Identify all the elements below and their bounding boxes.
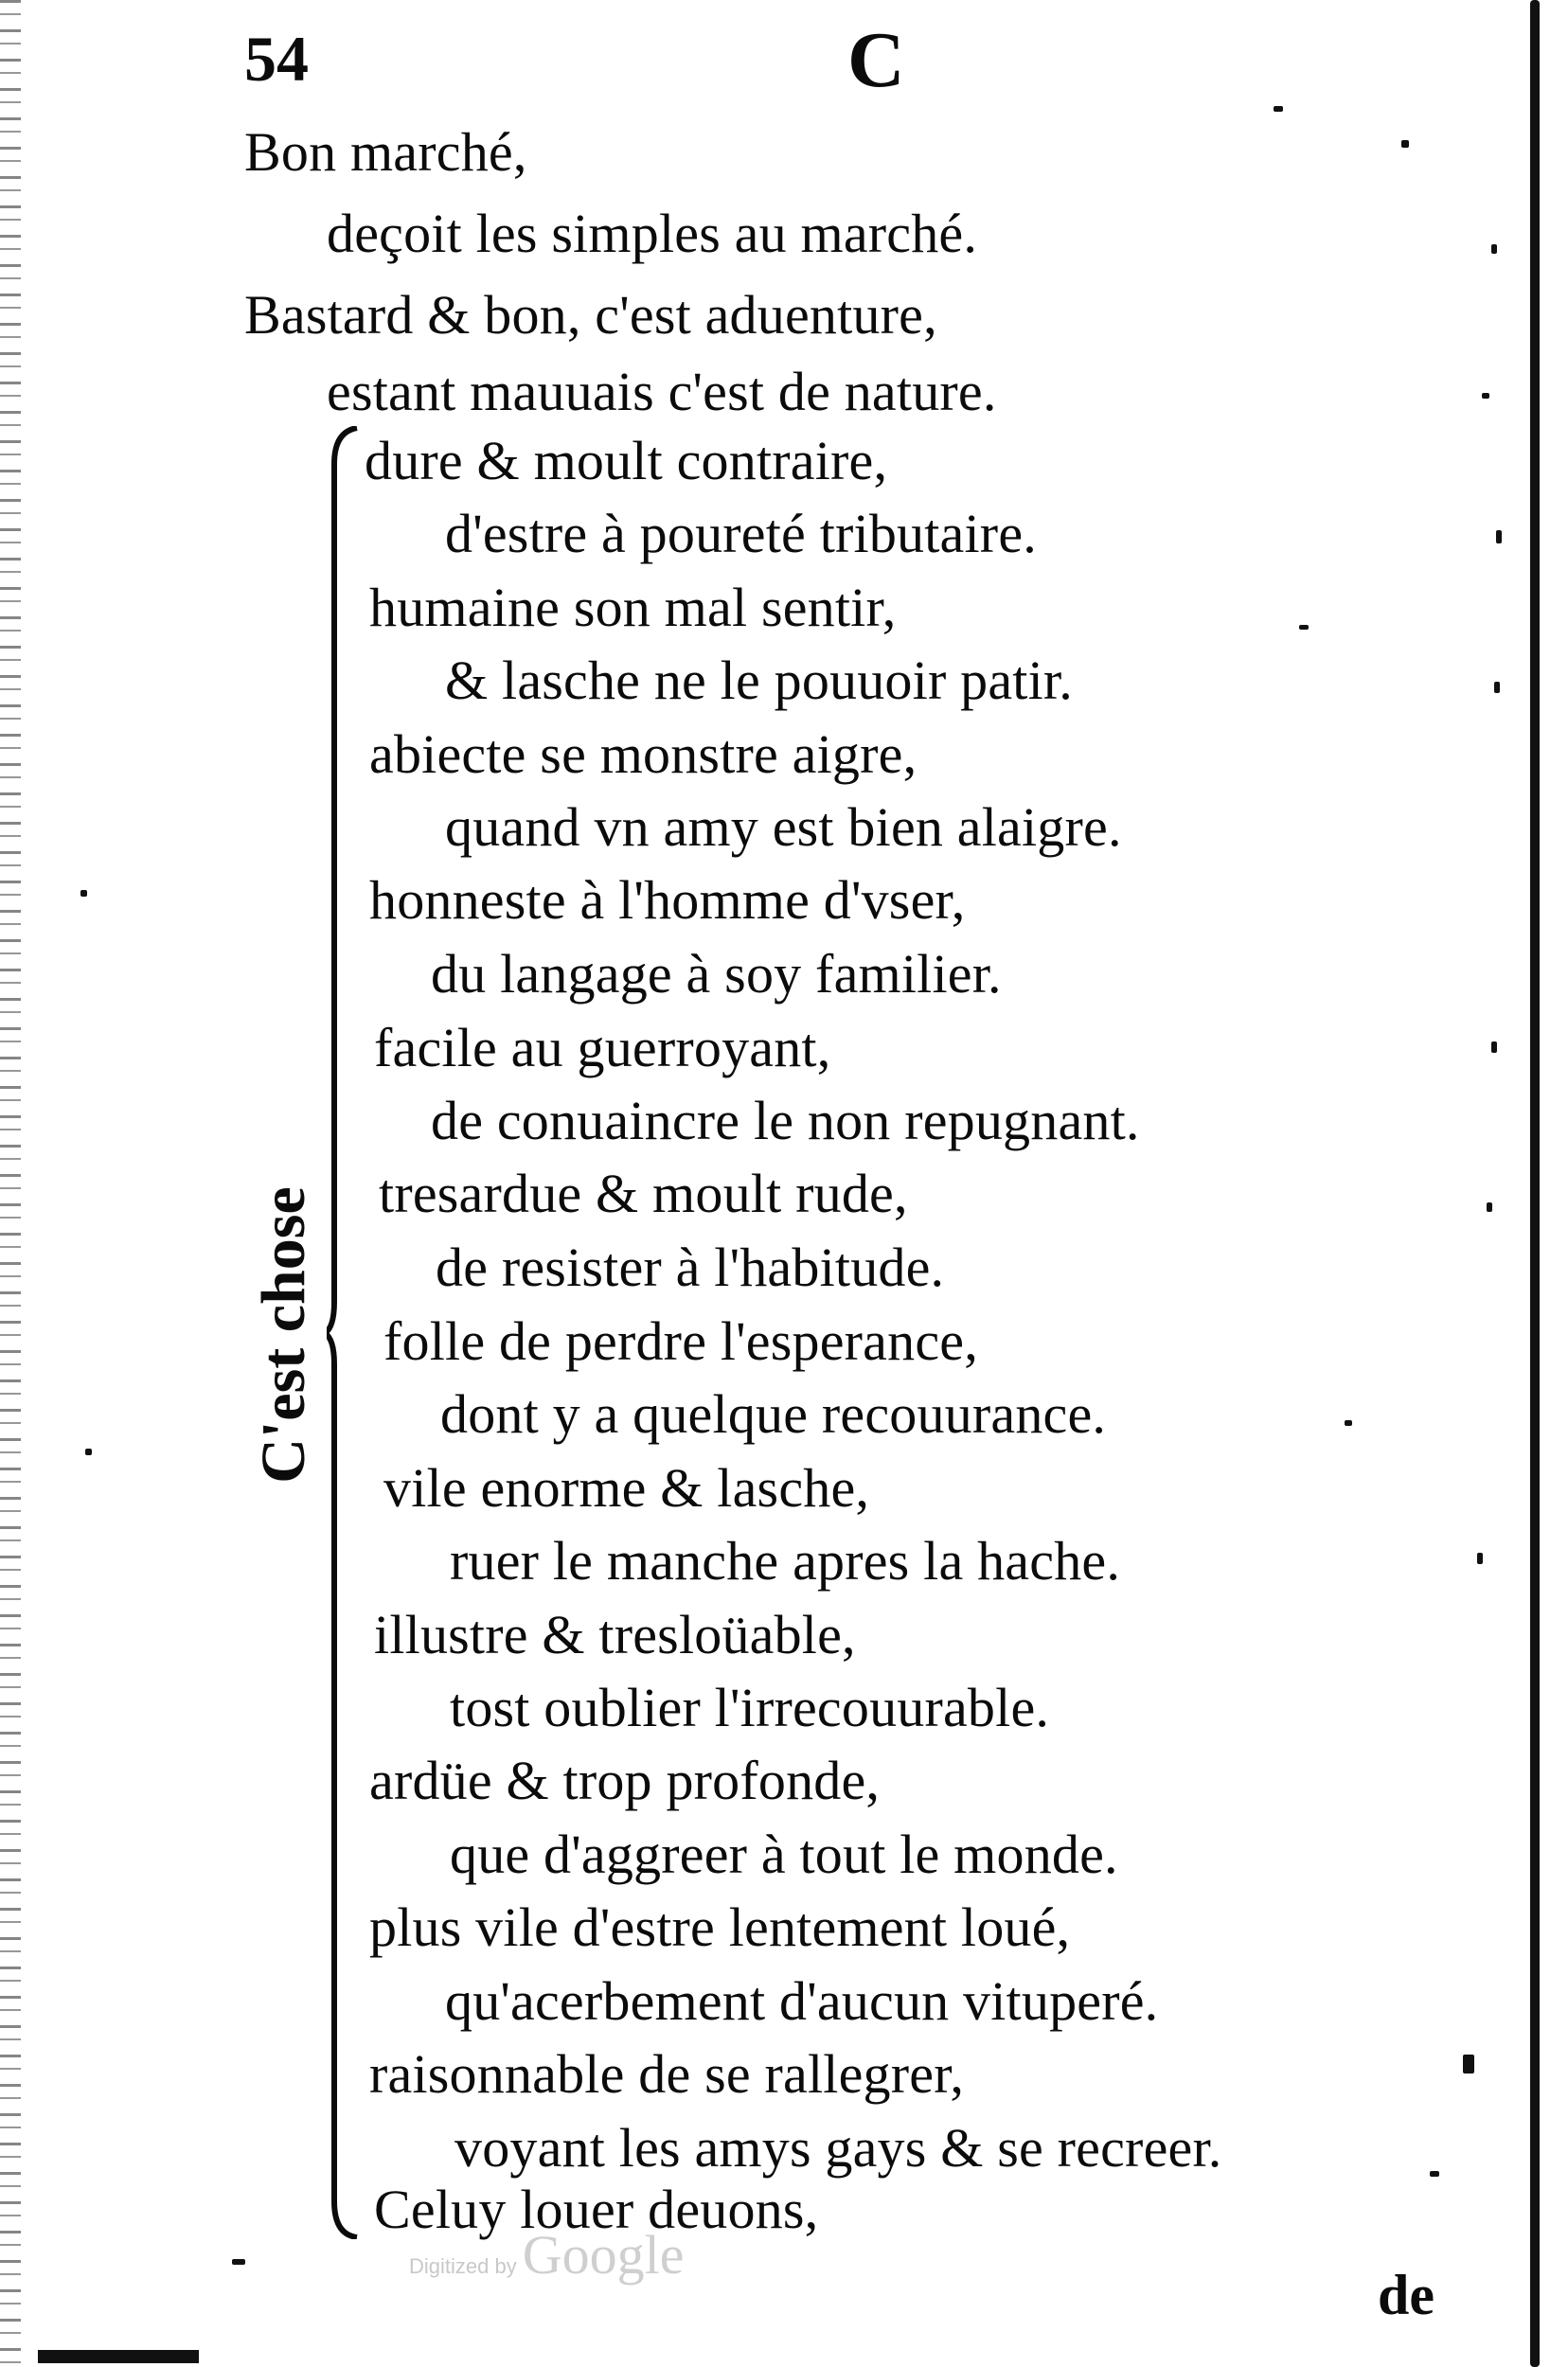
bracketed-line: abiecte se monstre aigre, (369, 723, 918, 785)
left-page-edge (0, 0, 21, 2367)
right-margin-rule (1530, 0, 1540, 2367)
google-logo: Google (522, 2224, 685, 2286)
bracketed-line: ruer le manche apres la hache. (450, 1530, 1121, 1592)
bracketed-line: voyant les amys gays & se recreer. (454, 2117, 1222, 2179)
ink-speck (1494, 682, 1500, 693)
bracketed-line: du langage à soy familier. (431, 943, 1002, 1005)
ink-speck (1491, 244, 1497, 254)
ink-speck (1463, 2055, 1474, 2073)
bracketed-line: quand vn amy est bien alaigre. (445, 796, 1122, 858)
verse-line: Bon marché, (244, 121, 527, 183)
digitized-watermark (409, 2223, 684, 2287)
ink-speck (1487, 1202, 1492, 1212)
bracketed-line: raisonnable de se rallegrer, (369, 2043, 965, 2105)
ink-speck (1430, 2171, 1439, 2177)
ink-speck (1345, 1420, 1352, 1426)
side-label: C'est chose (249, 1186, 318, 1484)
bracketed-line: tost oublier l'irrecouurable. (450, 1677, 1050, 1738)
bracketed-line: Celuy louer deuons, (374, 2179, 819, 2240)
page-number: 54 (244, 23, 309, 95)
catchword: de (1378, 2264, 1434, 2326)
bracketed-line: d'estre à poureté tributaire. (445, 503, 1037, 564)
ink-speck (85, 1449, 92, 1455)
bracketed-line: vile enorme & lasche, (383, 1457, 870, 1519)
verse-line: estant mauuais c'est de nature. (327, 361, 997, 422)
ink-speck (1496, 530, 1502, 543)
ink-speck (1491, 1041, 1497, 1053)
bracketed-line: folle de perdre l'esperance, (383, 1310, 978, 1372)
bracketed-line: facile au guerroyant, (374, 1017, 831, 1078)
watermark-prefix: Digitized by (409, 2254, 517, 2278)
bracketed-line: dure & moult contraire, (365, 430, 888, 491)
ink-speck (1299, 625, 1309, 630)
ink-speck (1482, 393, 1489, 399)
bracketed-line: de resister à l'habitude. (436, 1237, 945, 1298)
bracketed-line: ardüe & trop profonde, (369, 1750, 881, 1811)
ink-speck (1274, 106, 1283, 112)
bracketed-line: de conuaincre le non repugnant. (431, 1090, 1140, 1151)
bracketed-line: illustre & tresloüable, (374, 1604, 856, 1665)
bracketed-line: dont y a quelque recouurance. (440, 1383, 1107, 1445)
verse-line: deçoit les simples au marché. (327, 203, 978, 264)
bracketed-line: humaine son mal sentir, (369, 577, 897, 638)
ink-speck (80, 890, 87, 897)
bracketed-line: & lasche ne le pouuoir patir. (445, 650, 1073, 711)
verse-line: Bastard & bon, c'est aduenture, (244, 284, 937, 346)
bracketed-line: que d'aggreer à tout le monde. (450, 1824, 1118, 1885)
bracketed-line: tresardue & moult rude, (379, 1163, 908, 1224)
bracketed-line: plus vile d'estre lentement loué, (369, 1896, 1071, 1958)
section-letter: C (847, 16, 905, 104)
ink-speck (1401, 140, 1409, 148)
curly-brace (327, 426, 361, 2239)
bracketed-line: qu'acerbement d'aucun vituperé. (445, 1970, 1159, 2032)
ink-speck (232, 2259, 245, 2265)
bracketed-line: honneste à l'homme d'vser, (369, 869, 966, 931)
ink-speck (1477, 1553, 1483, 1564)
bottom-edge-mark (38, 2350, 199, 2363)
